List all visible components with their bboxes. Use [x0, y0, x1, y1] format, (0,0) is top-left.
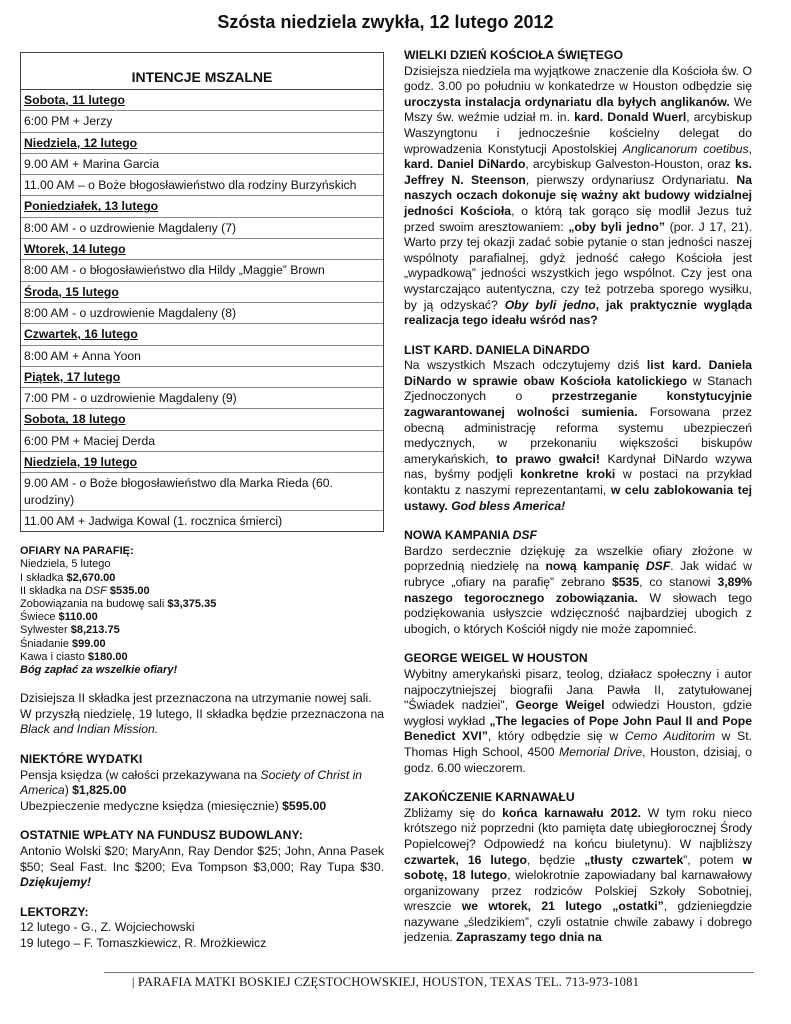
offerings-line: Sylwester $8,213.75 — [20, 624, 120, 637]
second-collection-next: W przyszłą niedzielę, 19 lutego, II składka będzie przeznaczona na Black and Indian Mission. — [20, 706, 384, 737]
offerings-line: Śniadanie $99.00 — [20, 637, 106, 650]
building-fund-heading: OSTATNIE WPŁATY NA FUNDUSZ BUDOWLANY: — [20, 828, 303, 843]
expenses-section — [20, 752, 384, 814]
intention-day: Wtorek, 14 lutego — [21, 238, 383, 259]
cardinal-letter-heading: LIST KARD. DANIELA DiNARDO — [404, 342, 590, 357]
intention-entry: 9.00 AM - o Boże błogosławieństwo dla Marka Rieda (60. urodziny) — [21, 472, 383, 510]
second-collection-section — [20, 691, 384, 738]
intention-day: Niedziela, 12 lutego — [21, 132, 383, 153]
great-day-heading: WIELKI DZIEŃ KOŚCIOŁA ŚWIĘTEGO — [404, 48, 623, 62]
carnival-heading: ZAKOŃCZENIE KARNAWAŁU — [404, 790, 575, 805]
intention-entry: 11.00 AM – o Boże błogosławieństwo dla rodziny Burzyńskich — [21, 174, 383, 195]
lectors-section — [20, 905, 384, 952]
footer-divider — [104, 972, 754, 973]
intention-entry: 6:00 PM + Maciej Derda — [21, 430, 383, 451]
offerings-line: Zobowiązania na budowę sali $3,375.35 — [20, 598, 217, 611]
expenses-line: Pensja księdza (w całości przekazywana na Society of Christ in America) $1,825.00 — [20, 767, 363, 798]
offerings-section — [20, 545, 384, 677]
dsf-heading: NOWA KAMPANIA DSF — [404, 528, 537, 543]
page-title: Szósta niedziela zwykła, 12 lutego 2012 — [217, 12, 554, 32]
second-collection-text: Dzisiejsza II składka jest przeznaczona na utrzymanie nowej sali. — [20, 691, 372, 706]
great-day-text: Dzisiejsza niedziela ma wyjątkowe znaczenie dla Kościoła św. O godz. 3.00 po południu w konkatedrze w Houston odbędzie się uroczysta instalacja ordynariatu dla byłych anglikanów. We Mszy św. weźmie udział m. in. kard. Donald Wuerl, arcybiskup Waszyngtonu i jednocześnie kościelny delegat do wprowadzenia Konstytucji Apostolskiej Anglicanorum coetibus, kard. Daniel DiNardo, arcybiskup Galveston-Houston, oraz ks. Jeffrey N. Steenson, pierwszy ordynariusz Ordynariatu. Na naszych oczach dokonuje się ważny akt budowy widzialnej jedności Kościoła, o którą tak gorąco się modlił Jezus tuż przed swoim aresztowaniem: „oby byli jedno” (por. J 17, 21). Warto przy tej okazji zadać sobie pytanie o stan jedności naszej wspólnoty parafialnej, gdyż jedność całego Kościoła jest „wypadkową” jedności wszystkich jego wspólnot. Czy jest ona wystarczająco autentyczna, czy też potrzeba sporego wysiłku, by ją odzyskać? Oby byli jedno, jak praktycznie wygląda realizacja tego ideału wśród nas? — [404, 63, 753, 328]
intention-day: Poniedziałek, 13 lutego — [21, 195, 383, 216]
intention-entry: 8:00 AM + Anna Yoon — [21, 345, 383, 366]
intention-day: Niedziela, 19 lutego — [21, 451, 383, 472]
lectors-line: 12 lutego - G., Z. Wojciechowski — [20, 920, 195, 935]
offerings-amount: $2,670.00 — [66, 571, 116, 584]
offerings-line: Świece $110.00 — [20, 611, 98, 624]
intention-day: Środa, 15 lutego — [21, 281, 383, 302]
cardinal-letter-section — [404, 343, 752, 515]
carnival-section — [404, 790, 752, 946]
expenses-line: Ubezpieczenie medyczne księdza (miesięcznie) $595.00 — [20, 798, 327, 813]
offerings-line: I składka $2,670.00 — [20, 571, 116, 584]
expenses-heading: NIEKTÓRE WYDATKI — [20, 752, 143, 767]
dsf-text: Bardzo serdecznie dziękuję za wszelkie ofiary złożone w poprzednią niedzielę na nową kampanię DSF. Jak widać w rubryce „ofiary na parafię” zebrano $535, co stanowi 3,89% naszego tegorocznego zobowiązania. W słowach tego podziękowania usłyszcie wdzięczność najbardziej ubogich z ubogich, o których Kościół nigdy nie może zapomnieć. — [404, 543, 752, 636]
mass-intentions-list — [21, 90, 383, 531]
weigel-heading: GEORGE WEIGEL W HOUSTON — [404, 651, 588, 666]
intention-entry: 6:00 PM + Jerzy — [21, 110, 383, 131]
left-column — [20, 52, 384, 962]
intention-entry: 8:00 AM - o uzdrowienie Magdaleny (7) — [21, 217, 383, 238]
lectors-line: 19 lutego – F. Tomaszkiewicz, R. Mrożkiewicz — [20, 935, 267, 950]
intention-entry: 7:00 PM - o uzdrowienie Magdaleny (9) — [21, 387, 383, 408]
intention-day: Sobota, 11 lutego — [24, 93, 125, 107]
cardinal-letter-text: Na wszystkich Mszach odczytujemy dziś list kard. Daniela DiNardo w sprawie obaw Kościoła katolickiego w Stanach Zjednoczonych o przestrzeganie konstytucyjnie zagwarantowanej wolności sumienia. Forsowana przez obecną administrację reforma systemu ubezpieczeń medycznych, w przekonaniu większości biskupów amerykańskich, to prawo gwałci! Kardynał DiNardo wzywa nas, byśmy podjęli konkretne kroki w postaci na przykład kontaktu z naszymi reprezentantami, w celu zablokowania tej ustawy. God bless America! — [404, 358, 753, 513]
intention-entry: 9.00 AM + Marina Garcia — [21, 153, 383, 174]
offerings-line: Kawa i ciasto $180.00 — [20, 650, 128, 663]
footer: | PARAFIA MATKI BOSKIEJ CZĘSTOCHOWSKIEJ, HOUSTON, TEXAS TEL. 713-973-1081 — [131, 975, 640, 989]
lectors-heading: LEKTORZY: — [20, 904, 89, 919]
weigel-text: Wybitny amerykański pisarz, teolog, działacz społeczny i autor najpoczytniejszej biografii Jana Pawła II, zatytułowanej "Świadek nadziei", George Weigel odwiedzi Houston, gdzie wygłosi wykład „The legacies of Pope John Paul II and Pope Benedict XVI”, który odbędzie się w Cemo Auditorim w St. Thomas High School, 4500 Memorial Drive, Houston, dzisiaj, o godz. 6.00 wieczorem. — [404, 666, 753, 775]
offerings-heading: OFIARY NA PARAFIĘ: — [20, 545, 134, 558]
intention-day: Czwartek, 16 lutego — [21, 323, 383, 344]
building-fund-text: Antonio Wolski $20; MaryAnn, Ray Dendor $25; John, Anna Pasek $50; Seal Fast. Inc $200; Eva Tompson $3,000; Ray Tupa $30. Dziękujemy! — [20, 844, 384, 890]
offerings-thanks: Bóg zapłać za wszelkie ofiary! — [20, 664, 178, 677]
mass-intentions-box — [20, 52, 384, 532]
dsf-section — [404, 528, 752, 637]
weigel-section — [404, 651, 752, 776]
great-day-section — [404, 48, 752, 329]
carnival-text: Zbliżamy się do końca karnawału 2012. W tym roku nieco krótszego niż poprzedni (kto pamięta datę ubiegłorocznej Środy Popielcowej? Odpowiedź na końcu biuletynu). W najbliższy czwartek, 16 lutego, będzie „tłusty czwartek”, potem w sobotę, 18 lutego, wielokrotnie zapowiadany bal karnawałowy organizowany przez rodziców Polskiej Szkoły Sobotniej, wreszcie we wtorek, 21 lutego „ostatki”, gdzieniegdzie nazywane „śledzikiem”, czyli ostatnie chwile zabawy i dobrego jedzenia. Zapraszamy tego dnia na — [404, 805, 752, 945]
building-fund-section — [20, 828, 384, 890]
offerings-line: II składka na DSF $535.00 — [20, 584, 150, 597]
offerings-line: Niedziela, 5 lutego — [20, 558, 111, 571]
intention-entry: 8:00 AM - o błogosławieństwo dla Hildy „Maggie” Brown — [21, 259, 383, 280]
mass-intentions-heading: INTENCJE MSZALNE — [21, 53, 383, 90]
intention-day: Sobota, 18 lutego — [21, 408, 383, 429]
intention-entry: 11.00 AM + Jadwiga Kowal (1. rocznica śmierci) — [21, 510, 383, 531]
intention-day: Piątek, 17 lutego — [21, 366, 383, 387]
right-column — [404, 48, 752, 956]
intention-entry: 8:00 AM - o uzdrowienie Magdaleny (8) — [21, 302, 383, 323]
